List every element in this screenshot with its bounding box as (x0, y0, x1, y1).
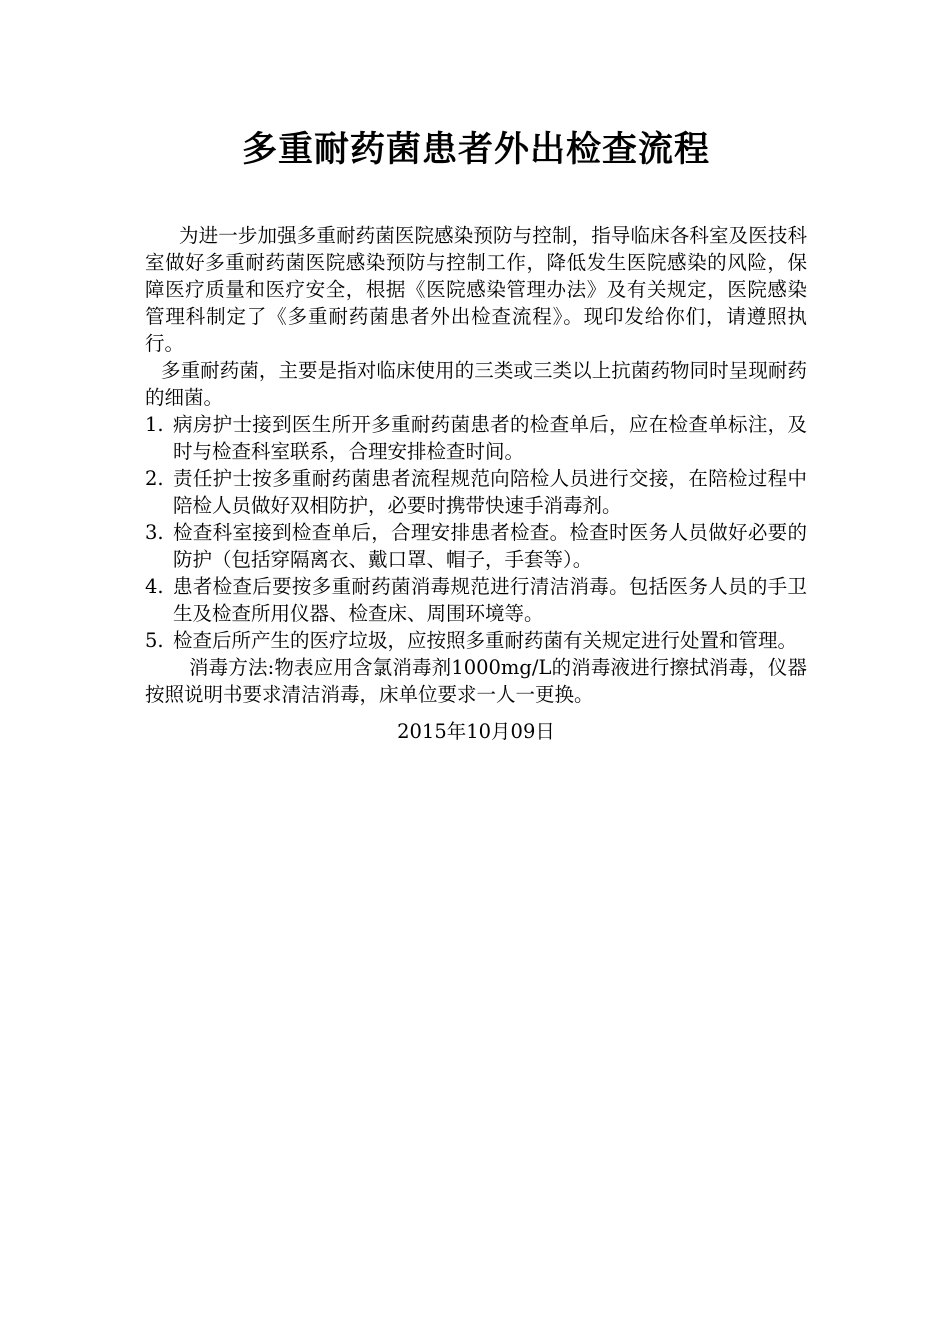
step-number: 3. (145, 521, 164, 544)
document-date: 2015年10月09日 (397, 720, 555, 743)
step-text: 责任护士按多重耐药菌患者流程规范向陪检人员进行交接，在陪检过程中陪检人员做好双相防护，必要时携带快速手消毒剂。 (173, 467, 807, 517)
list-item (145, 519, 807, 573)
definition-paragraph: 多重耐药菌，主要是指对临床使用的三类或三类以上抗菌药物同时呈现耐药的细菌。 (145, 359, 807, 409)
step-text: 检查后所产生的医疗垃圾，应按照多重耐药菌有关规定进行处置和管理。 (173, 629, 798, 652)
list-item (145, 411, 807, 465)
disinfection-paragraph: 消毒方法:物表应用含氯消毒剂1000mg/L的消毒液进行擦拭消毒，仪器按照说明书要求清洁消毒，床单位要求一人一更换。 (145, 656, 807, 706)
list-item (145, 627, 807, 654)
list-item (145, 465, 807, 519)
step-number: 5. (145, 629, 164, 652)
step-number: 1. (145, 413, 164, 436)
list-item (145, 573, 807, 627)
document-body (145, 222, 807, 708)
step-text: 患者检查后要按多重耐药菌消毒规范进行清洁消毒。包括医务人员的手卫生及检查所用仪器、检查床、周围环境等。 (173, 575, 807, 625)
intro-paragraph: 为进一步加强多重耐药菌医院感染预防与控制，指导临床各科室及医技科室做好多重耐药菌医院感染预防与控制工作，降低发生医院感染的风险，保障医疗质量和医疗安全，根据《医院感染管理办法》及有关规定，医院感染管理科制定了《多重耐药菌患者外出检查流程》。现印发给你们，请遵照执行。 (145, 224, 807, 355)
procedure-steps (145, 411, 807, 654)
step-text: 病房护士接到医生所开多重耐药菌患者的检查单后，应在检查单标注，及时与检查科室联系，合理安排检查时间。 (173, 413, 807, 463)
step-number: 2. (145, 467, 164, 490)
step-number: 4. (145, 575, 164, 598)
step-text: 检查科室接到检查单后，合理安排患者检查。检查时医务人员做好必要的防护（包括穿隔离衣、戴口罩、帽子，手套等）。 (173, 521, 807, 571)
document-title: 多重耐药菌患者外出检查流程 (241, 130, 710, 170)
